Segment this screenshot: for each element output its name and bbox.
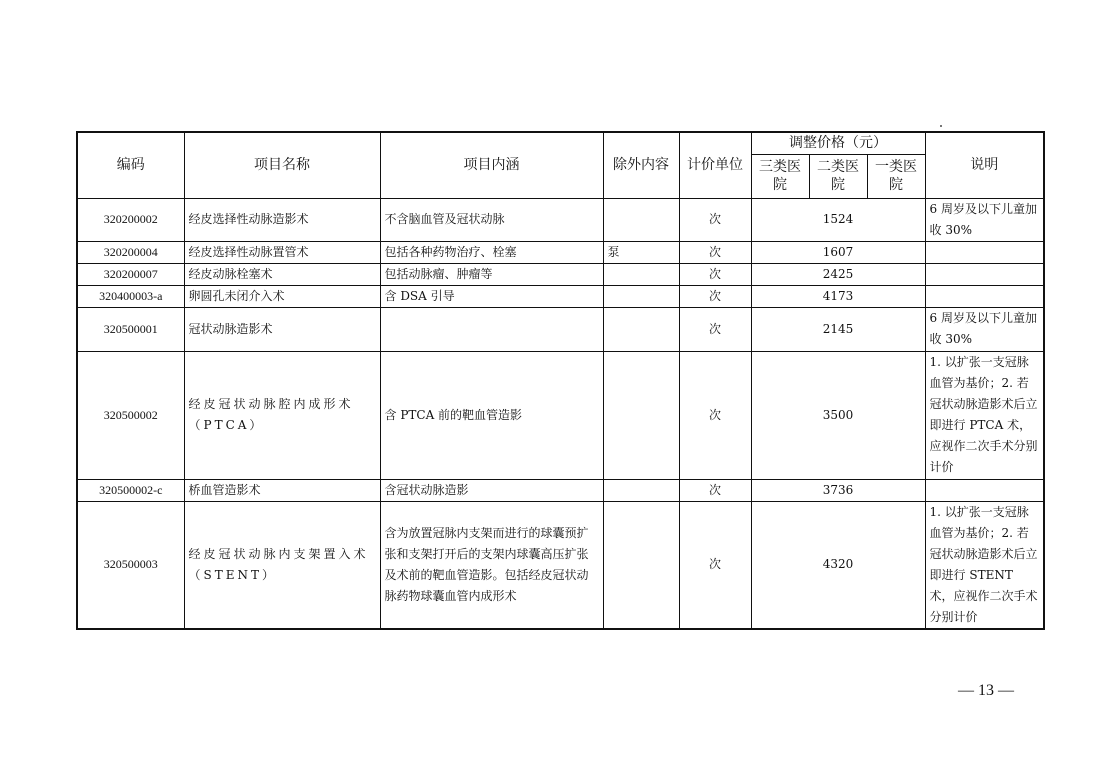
- row-code: 320200004: [77, 241, 184, 263]
- row-price: 2145: [751, 307, 925, 351]
- row-exclusion: [603, 479, 679, 501]
- row-name: 冠状动脉造影术: [184, 307, 380, 351]
- row-code: 320500002: [77, 351, 184, 479]
- table-row: [77, 285, 1044, 307]
- page-number: — 13 —: [958, 682, 1014, 699]
- row-name: 经皮选择性动脉造影术: [184, 198, 380, 241]
- row-content: [380, 307, 603, 351]
- scan-dot: [940, 125, 942, 127]
- row-unit: 次: [679, 285, 751, 307]
- row-exclusion: [603, 307, 679, 351]
- row-content: 含冠状动脉造影: [380, 479, 603, 501]
- header-name: 项目名称: [184, 132, 380, 198]
- table-row: [77, 501, 1044, 629]
- row-unit: 次: [679, 501, 751, 629]
- row-code: 320400003-a: [77, 285, 184, 307]
- row-exclusion: [603, 501, 679, 629]
- row-price: 1607: [751, 241, 925, 263]
- row-content: 含 DSA 引导: [380, 285, 603, 307]
- row-content: 含 PTCA 前的靶血管造影: [380, 351, 603, 479]
- row-name: 经皮冠状动脉内支架置入术（STENT）: [184, 501, 380, 629]
- header-price-group: 调整价格（元）: [751, 132, 925, 154]
- row-name: 经皮选择性动脉置管术: [184, 241, 380, 263]
- row-note: [925, 285, 1044, 307]
- row-price: 3736: [751, 479, 925, 501]
- row-exclusion: [603, 198, 679, 241]
- row-unit: 次: [679, 263, 751, 285]
- row-unit: 次: [679, 241, 751, 263]
- row-unit: 次: [679, 479, 751, 501]
- row-content: 不含脑血管及冠状动脉: [380, 198, 603, 241]
- header-class1: 一类医院: [867, 154, 925, 198]
- row-note: 1. 以扩张一支冠脉血管为基价；2. 若冠状动脉造影术后立即进行 PTCA 术，应视作二次手术分别计价: [925, 351, 1044, 479]
- row-code: 320500001: [77, 307, 184, 351]
- table-row: [77, 307, 1044, 351]
- row-content: 包括各种药物治疗、栓塞: [380, 241, 603, 263]
- table-row: [77, 351, 1044, 479]
- header-notes: 说明: [925, 132, 1044, 198]
- row-note: 1. 以扩张一支冠脉血管为基价；2. 若冠状动脉造影术后立即进行 STENT 术，应视作二次手术分别计价: [925, 501, 1044, 629]
- row-content: 含为放置冠脉内支架而进行的球囊预扩张和支架打开后的支架内球囊高压扩张及术前的靶血管造影。包括经皮冠状动脉药物球囊血管内成形术: [380, 501, 603, 629]
- header-class3: 三类医院: [751, 154, 809, 198]
- table-body: [77, 198, 1044, 629]
- row-code: 320200002: [77, 198, 184, 241]
- row-price: 4320: [751, 501, 925, 629]
- row-code: 320500003: [77, 501, 184, 629]
- table-row: [77, 479, 1044, 501]
- row-price: 2425: [751, 263, 925, 285]
- row-price: 4173: [751, 285, 925, 307]
- row-name: 卵圆孔未闭介入术: [184, 285, 380, 307]
- row-unit: 次: [679, 307, 751, 351]
- row-price: 3500: [751, 351, 925, 479]
- header-content: 项目内涵: [380, 132, 603, 198]
- row-name: 经皮动脉栓塞术: [184, 263, 380, 285]
- row-exclusion: [603, 351, 679, 479]
- row-exclusion: [603, 285, 679, 307]
- row-note: 6 周岁及以下儿童加收 30%: [925, 307, 1044, 351]
- header-unit: 计价单位: [679, 132, 751, 198]
- row-price: 1524: [751, 198, 925, 241]
- row-exclusion: [603, 263, 679, 285]
- header-code: 编码: [77, 132, 184, 198]
- row-unit: 次: [679, 198, 751, 241]
- row-name: 经皮冠状动脉腔内成形术（PTCA）: [184, 351, 380, 479]
- row-name: 桥血管造影术: [184, 479, 380, 501]
- table-row: [77, 241, 1044, 263]
- price-table: [76, 131, 1045, 630]
- row-code: 320500002-c: [77, 479, 184, 501]
- row-note: [925, 479, 1044, 501]
- row-content: 包括动脉瘤、肿瘤等: [380, 263, 603, 285]
- row-note: [925, 241, 1044, 263]
- table-row: [77, 198, 1044, 241]
- table-header: [77, 132, 1044, 198]
- row-exclusion: 泵: [603, 241, 679, 263]
- row-code: 320200007: [77, 263, 184, 285]
- row-unit: 次: [679, 351, 751, 479]
- row-note: 6 周岁及以下儿童加收 30%: [925, 198, 1044, 241]
- table-row: [77, 263, 1044, 285]
- header-class2: 二类医院: [809, 154, 867, 198]
- header-exclusions: 除外内容: [603, 132, 679, 198]
- row-note: [925, 263, 1044, 285]
